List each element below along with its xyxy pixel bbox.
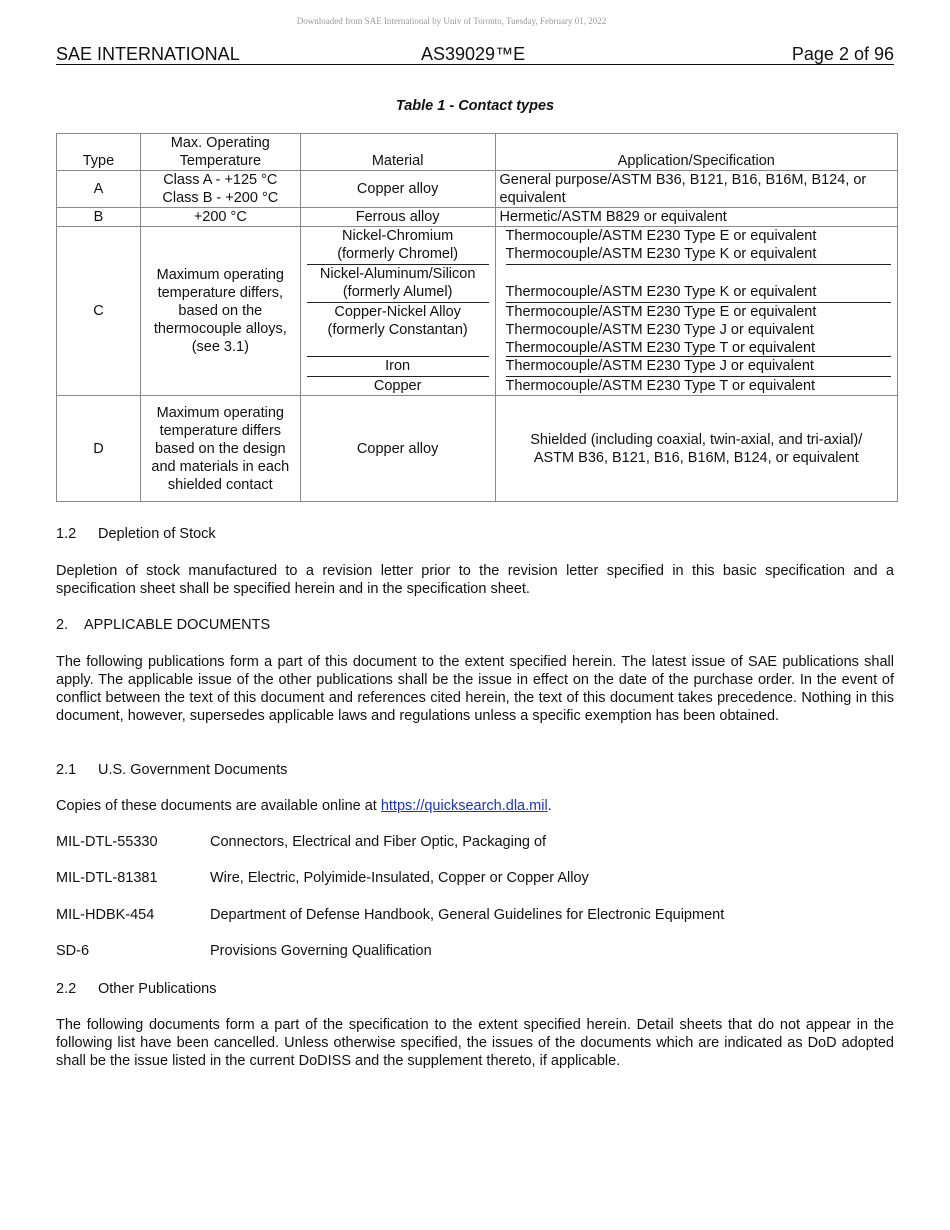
table-row-d bbox=[57, 396, 898, 502]
table-row-a bbox=[57, 171, 898, 208]
table-caption: Table 1 - Contact types bbox=[395, 98, 555, 114]
section-title: APPLICABLE DOCUMENTS bbox=[84, 617, 271, 633]
section-number: 2. bbox=[56, 617, 69, 633]
cell-material-b: Ferrous alloy bbox=[300, 208, 495, 227]
cell-temp-a bbox=[140, 171, 300, 208]
section-1-2-heading bbox=[56, 525, 894, 543]
section-2-2-heading bbox=[56, 980, 894, 998]
temp-class-b: Class B - +200 °C bbox=[162, 190, 279, 206]
section-title: Depletion of Stock bbox=[98, 526, 216, 542]
cell-app-c bbox=[495, 227, 897, 396]
app-c-2: Thermocouple/ASTM E230 Type K or equivalent bbox=[506, 245, 891, 265]
app-c-8: Thermocouple/ASTM E230 Type T or equivalent bbox=[505, 378, 816, 394]
table-row-c bbox=[57, 227, 898, 396]
reference-id: MIL-DTL-81381 bbox=[56, 870, 158, 886]
section-number: 1.2 bbox=[56, 526, 77, 542]
section-number: 2.2 bbox=[56, 981, 77, 997]
column-header-temperature: Max. Operating Temperature bbox=[140, 134, 300, 171]
app-c-gap bbox=[506, 265, 897, 283]
section-title: U.S. Government Documents bbox=[98, 762, 288, 778]
app-c-1: Thermocouple/ASTM E230 Type E or equivalent bbox=[505, 228, 817, 244]
reference-title: Department of Defense Handbook, General Guidelines for Electronic Equipment bbox=[210, 907, 725, 923]
material-c-6: (formerly Constantan) bbox=[327, 322, 468, 338]
cell-app-b: Hermetic/ASTM B829 or equivalent bbox=[495, 208, 897, 227]
section-2-1-heading bbox=[56, 761, 894, 779]
material-c-5: Copper-Nickel Alloy bbox=[334, 304, 461, 320]
app-c-6: Thermocouple/ASTM E230 Type T or equivalent bbox=[506, 339, 891, 357]
material-c-3: Nickel-Aluminum/Silicon bbox=[319, 266, 476, 282]
section-number: 2.1 bbox=[56, 762, 77, 778]
reference-title: Wire, Electric, Polyimide-Insulated, Copper or Copper Alloy bbox=[210, 870, 589, 886]
cell-type-b: B bbox=[57, 208, 141, 227]
temp-class-a: Class A - +125 °C bbox=[163, 172, 278, 188]
section-1-2-text: Depletion of stock manufactured to a revision letter prior to the revision letter specified in this basic specification and a specification sheet shall be specified herein and in the specification sheet. bbox=[56, 563, 894, 597]
section-2-heading bbox=[56, 616, 894, 634]
material-c-2: (formerly Chromel) bbox=[307, 245, 489, 265]
column-header-material: Material bbox=[300, 134, 495, 171]
quicksearch-link[interactable]: https://quicksearch.dla.mil bbox=[380, 798, 548, 814]
download-notice: Downloaded from SAE International by Univ of Toronto, Tuesday, February 01, 2022 bbox=[296, 16, 607, 26]
cell-temp-d: Maximum operating temperature differs based on the design and materials in each shielded contact bbox=[140, 396, 300, 502]
cell-type-d: D bbox=[57, 396, 141, 502]
material-c-7: Iron bbox=[307, 357, 489, 377]
cell-temp-b: +200 °C bbox=[140, 208, 300, 227]
reference-id: MIL-DTL-55330 bbox=[56, 834, 158, 850]
material-c-8: Copper bbox=[373, 378, 422, 394]
section-2-text: The following publications form a part of this document to the extent specified herein. The latest issue of SAE publications shall apply. The applicable issue of the other publications shall be the issue in effect on the date of the purchase order. In the event of conflict between the text of this document and references cited herein, the text of this document takes precedence. Nothing in this document, however, supersedes applicable laws and regulations unless a specific exemption has been obtained. bbox=[56, 654, 894, 724]
table-row-b bbox=[57, 208, 898, 227]
cell-material-c bbox=[300, 227, 495, 396]
reference-title: Connectors, Electrical and Fiber Optic, Packaging of bbox=[210, 834, 547, 850]
header-org: SAE INTERNATIONAL bbox=[56, 44, 240, 64]
material-c-4: (formerly Alumel) bbox=[307, 283, 489, 303]
reference-id: SD-6 bbox=[56, 943, 90, 959]
sentence-end: . bbox=[547, 798, 552, 814]
app-c-7: Thermocouple/ASTM E230 Type J or equivalent bbox=[506, 357, 891, 377]
section-title: Other Publications bbox=[98, 981, 217, 997]
app-c-5: Thermocouple/ASTM E230 Type J or equivalent bbox=[505, 322, 814, 338]
cell-temp-c: Maximum operating temperature differs, based on the thermocouple alloys, (see 3.1) bbox=[140, 227, 300, 396]
header-doc-number: AS39029™E bbox=[421, 44, 526, 64]
reference-id: MIL-HDBK-454 bbox=[56, 907, 155, 923]
app-c-3: Thermocouple/ASTM E230 Type K or equivalent bbox=[506, 283, 891, 303]
app-c-4: Thermocouple/ASTM E230 Type E or equivalent bbox=[505, 304, 817, 320]
column-header-application: Application/Specification bbox=[495, 134, 897, 171]
header-page-number: Page 2 of 96 bbox=[791, 44, 894, 64]
cell-app-d: Shielded (including coaxial, twin-axial, and tri-axial)/ ASTM B36, B121, B16, B16M, B124, or equivalent bbox=[495, 396, 897, 502]
section-2-1-text bbox=[56, 797, 894, 815]
cell-material-a: Copper alloy bbox=[300, 171, 495, 208]
availability-text: Copies of these documents are available online at bbox=[56, 798, 377, 814]
column-header-type: Type bbox=[57, 134, 141, 171]
table-header-row bbox=[57, 134, 898, 171]
material-c-1: Nickel-Chromium bbox=[342, 228, 454, 244]
section-2-2-text: The following documents form a part of the specification to the extent specified herein. Detail sheets that do not appear in the following list have been cancelled. Unless otherwise specified, the issues of the documents which are indicated as DoD adopted shall be the issue listed in the current DoDISS and the supplement thereto, if applicable. bbox=[56, 1017, 894, 1069]
page-header bbox=[56, 44, 894, 65]
cell-type-a: A bbox=[57, 171, 141, 208]
reference-title: Provisions Governing Qualification bbox=[210, 943, 432, 959]
cell-app-a: General purpose/ASTM B36, B121, B16, B16M, B124, or equivalent bbox=[495, 171, 897, 208]
contact-types-table bbox=[56, 133, 898, 502]
material-c-gap bbox=[307, 339, 489, 357]
cell-material-d: Copper alloy bbox=[300, 396, 495, 502]
cell-type-c: C bbox=[57, 227, 141, 396]
